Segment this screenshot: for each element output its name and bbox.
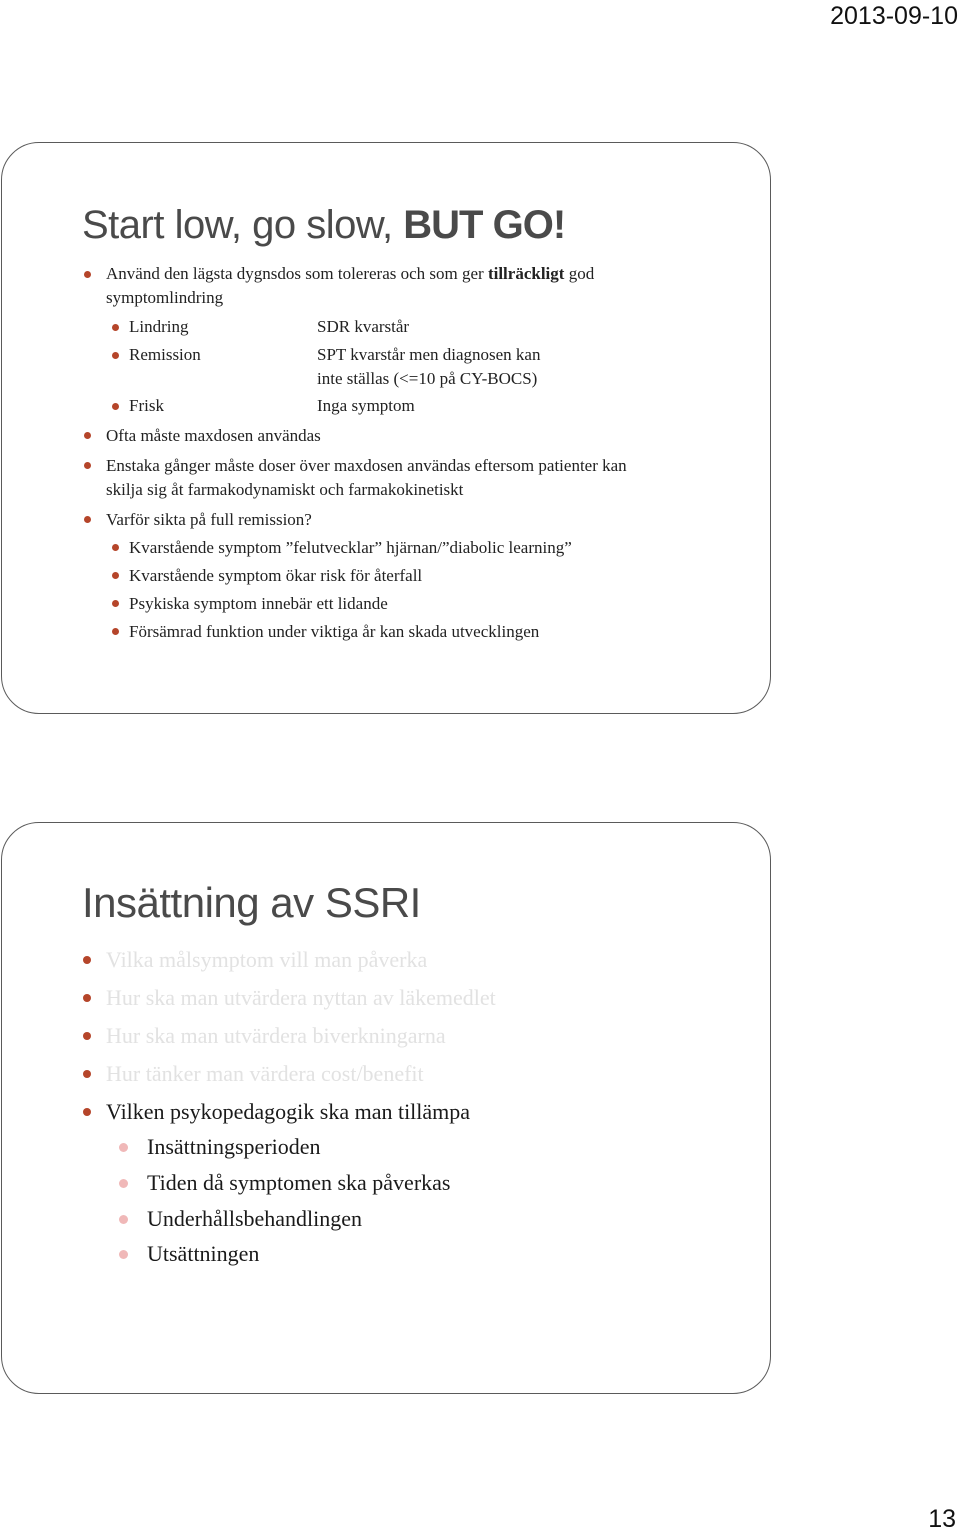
sub-bullet: Tiden då symptomen ska påverkas <box>147 1170 451 1195</box>
title-part-2: BUT GO! <box>403 203 566 247</box>
sub-item-value-line-2: inte ställas (<=10 på CY-BOCS) <box>317 369 538 388</box>
bullet-1-text-end: god <box>564 264 595 283</box>
bullet-3: Enstaka gånger måste doser över maxdosen användas eftersom patienter kan <box>106 456 627 475</box>
bullet-icon <box>83 1108 91 1116</box>
sub-bullet: Utsättningen <box>147 1241 260 1266</box>
bullet-icon <box>84 432 91 439</box>
slide-2-title: Insättning av SSRI <box>82 879 421 926</box>
bullet-1-emphasis: tillräckligt <box>487 264 565 283</box>
bullet-1-line-2: symptomlindring <box>106 288 224 307</box>
sub-bullet: Insättningsperioden <box>147 1134 321 1159</box>
bullet-icon <box>84 516 91 523</box>
title-part-1: Start low, go slow, <box>82 203 404 247</box>
sub-item-value: Inga symptom <box>317 396 415 415</box>
sub-item: Kvarstående symptom ökar risk för återfall <box>129 566 423 585</box>
sub-bullet-icon <box>112 572 119 579</box>
faded-bullet: Hur tänker man värdera cost/benefit <box>106 1061 424 1086</box>
sub-item-label: Lindring <box>129 317 189 336</box>
bullet-4: Varför sikta på full remission? <box>106 510 312 529</box>
sub-bullet-icon <box>112 403 119 410</box>
bullet-icon <box>83 956 91 964</box>
slide-2 <box>1 822 771 1394</box>
sub-item-value: SPT kvarstår men diagnosen kan <box>317 345 541 364</box>
sub-item: Kvarstående symptom ”felutvecklar” hjärnan/”diabolic learning” <box>129 538 572 557</box>
faded-bullet: Hur ska man utvärdera biverkningarna <box>106 1023 446 1048</box>
main-bullet: Vilken psykopedagogik ska man tillämpa <box>106 1099 471 1124</box>
bullet-icon <box>83 1032 91 1040</box>
sub-bullet-icon <box>112 352 119 359</box>
sub-item-label: Frisk <box>129 396 164 415</box>
bullet-icon <box>84 462 91 469</box>
sub-item: Försämrad funktion under viktiga år kan skada utvecklingen <box>129 622 540 641</box>
sub-item-label: Remission <box>129 345 201 364</box>
sub-bullet-icon <box>119 1179 128 1188</box>
sub-bullet-icon <box>112 544 119 551</box>
sub-item-value: SDR kvarstår <box>317 317 410 336</box>
slide-1-title <box>82 203 565 248</box>
sub-bullet-icon <box>119 1143 128 1152</box>
bullet-1 <box>106 262 594 286</box>
bullet-2: Ofta måste maxdosen användas <box>106 426 321 445</box>
faded-bullet: Hur ska man utvärdera nyttan av läkemedlet <box>106 985 496 1010</box>
bullet-icon <box>83 994 91 1002</box>
slide-1 <box>1 142 771 714</box>
header-date: 2013-09-10 <box>830 2 958 30</box>
sub-bullet: Underhållsbehandlingen <box>147 1206 363 1231</box>
bullet-3-line-2: skilja sig åt farmakodynamiskt och farmakokinetiskt <box>106 480 464 499</box>
sub-item: Psykiska symptom innebär ett lidande <box>129 594 388 613</box>
bullet-icon <box>84 271 91 278</box>
page-number: 13 <box>928 1505 956 1533</box>
bullet-1-text: Använd den lägsta dygnsdos som tolereras och som ger <box>106 264 488 283</box>
sub-bullet-icon <box>112 324 119 331</box>
sub-bullet-icon <box>119 1215 128 1224</box>
sub-bullet-icon <box>112 600 119 607</box>
sub-bullet-icon <box>112 628 119 635</box>
sub-bullet-icon <box>119 1250 128 1259</box>
bullet-icon <box>83 1070 91 1078</box>
faded-bullet: Vilka målsymptom vill man påverka <box>106 947 428 972</box>
